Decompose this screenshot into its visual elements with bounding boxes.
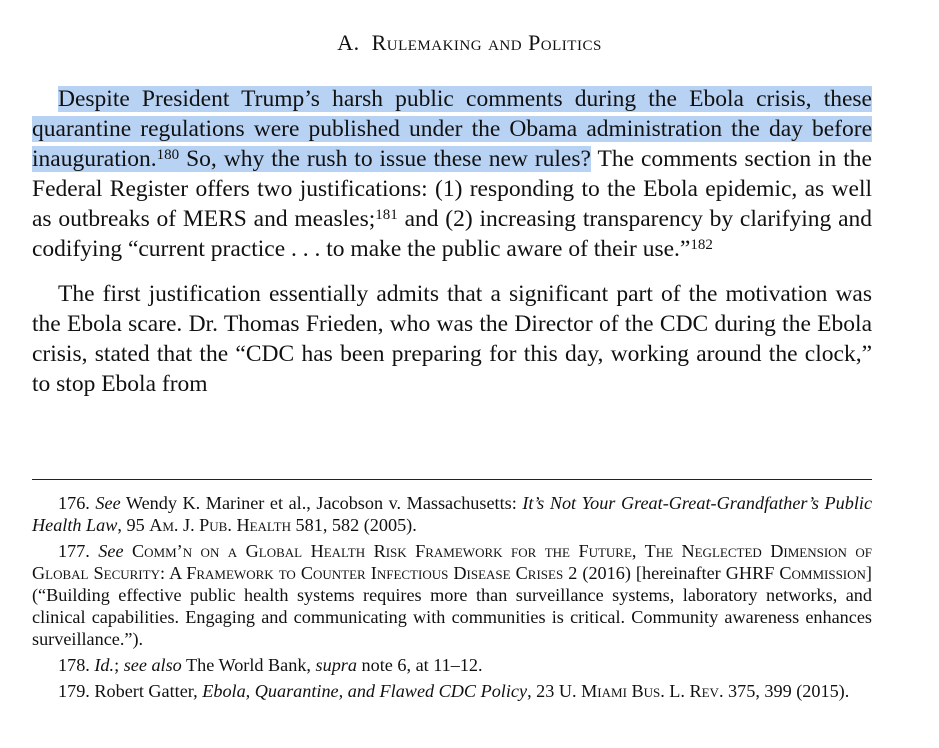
signal: supra [315, 655, 357, 675]
footnote-number: 177. [58, 541, 90, 561]
footnote-text: The World Bank, [181, 655, 316, 675]
footnote-text: Wendy K. Mariner et al., Jacobson v. Massachusetts: [120, 493, 523, 513]
footnote-text [124, 541, 132, 561]
signal: See [95, 493, 121, 513]
section-letter: A. [337, 30, 360, 55]
short-cite: Commission [779, 563, 866, 583]
footnote-ref-181[interactable]: 181 [375, 207, 398, 223]
paragraph-1 [32, 84, 872, 264]
footnote-number: 178. [58, 655, 90, 675]
source-title: Comm’n on a Global Health Risk Framework for the Future, The Neglected Dimension of Global Security: A Framework to Counter Infectious Disease Crises [32, 541, 872, 583]
body-text [32, 84, 872, 399]
footnote-177 [32, 540, 872, 650]
journal-name: U. Miami Bus. L. Rev. [558, 681, 724, 701]
footnote-ref-182[interactable]: 182 [690, 237, 713, 253]
footnotes [32, 492, 872, 706]
footnote-number: 179. [58, 681, 90, 701]
article-title: Ebola, Quarantine, and Flawed CDC Policy [202, 681, 528, 701]
signal: See [98, 541, 124, 561]
footnote-178 [32, 654, 872, 676]
selected-text-b: So, why the rush to issue these new rules? [179, 146, 591, 172]
footnote-text: , 23 [527, 681, 559, 701]
article-title: It’s Not Your Great-Great-Grandfather’s Public Health Law [32, 493, 873, 535]
paragraph-2: The first justification essentially admits that a significant part of the motivation was the Ebola scare. Dr. Thomas Frieden, who was the Director of the CDC during the Ebola crisis, stated that the “CDC has been preparing for this day, working around the clock,” to stop Ebola from [32, 281, 872, 397]
footnote-divider [32, 479, 872, 480]
footnote-176 [32, 492, 872, 536]
footnote-text: 375, 399 (2015). [723, 681, 850, 701]
footnote-ref-180[interactable]: 180 [156, 147, 180, 163]
footnote-179 [32, 680, 872, 702]
section-title: Rulemaking and Politics [371, 30, 602, 55]
footnote-text: note 6, at 11–12. [356, 655, 483, 675]
footnote-text: Robert Gatter, [94, 681, 203, 701]
paragraph-1-text-a: The comments section in the Federal Register offers two justifications: (1) responding to the Ebola epidemic, as well as outbreaks of MERS and measles; [32, 146, 872, 232]
footnote-text: ] (“Building effective public health systems requires more than surveillance systems, laboratory networks, and clinical capabilities. Engaging and communicating with communities is critical. Community awareness enhances surveillance.”). [32, 563, 872, 649]
footnote-text: , 95 [117, 515, 150, 535]
signal: Id. [94, 655, 115, 675]
footnote-number: 176. [58, 493, 90, 513]
footnote-text: ; [114, 655, 124, 675]
selected-text-a: Despite President Trump’s harsh public comments during the Ebola crisis, these quarantine regulations were published under the Obama administration the day before inauguration. [32, 86, 872, 172]
footnote-text: 581, 582 (2005). [291, 515, 417, 535]
section-heading [0, 30, 939, 56]
journal-name: Am. J. Pub. Health [149, 515, 291, 535]
footnote-text: 2 (2016) [hereinafter GHRF [563, 563, 780, 583]
paragraph-1-text-b: and (2) increasing transparency by clarifying and codifying “current practice . . . to make the public aware of their use.” [32, 206, 872, 262]
signal: see also [123, 655, 182, 675]
